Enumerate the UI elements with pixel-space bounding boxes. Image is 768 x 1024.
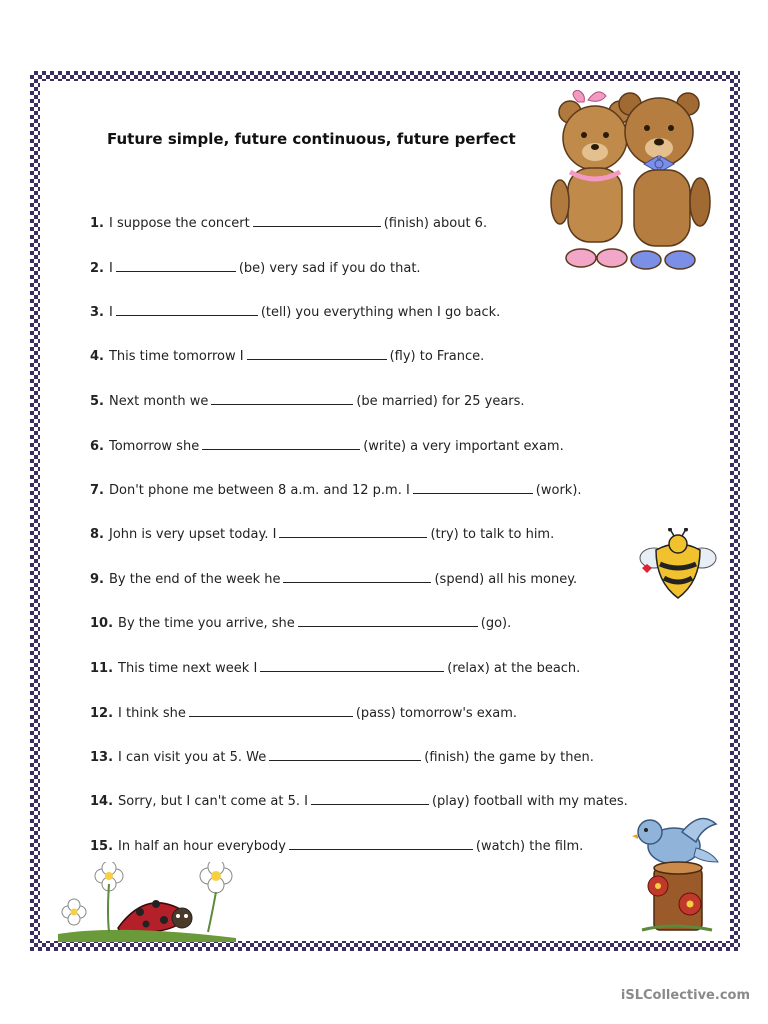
answer-blank[interactable]	[283, 569, 431, 583]
exercise-text-after: (be married) for 25 years.	[356, 394, 525, 409]
answer-blank[interactable]	[311, 791, 429, 805]
exercise-item	[90, 569, 577, 587]
answer-blank[interactable]	[116, 258, 236, 272]
exercise-text-before: I think she	[118, 706, 186, 721]
ladybug-flowers-illustration	[58, 862, 236, 942]
bee-illustration	[638, 528, 718, 602]
bird-on-stump-illustration	[632, 808, 720, 936]
exercise-number: 14.	[90, 794, 114, 809]
exercise-text-after: (work).	[535, 483, 582, 498]
exercise-text-before: I can visit you at 5. We	[118, 750, 267, 765]
exercise-text-after: (tell) you everything when I go back.	[260, 305, 501, 320]
exercise-number: 11.	[90, 661, 114, 676]
exercise-text-before: Sorry, but I can't come at 5. I	[118, 794, 308, 809]
exercise-number: 9.	[90, 572, 104, 587]
exercise-number: 5.	[90, 394, 104, 409]
exercise-item	[90, 480, 582, 498]
answer-blank[interactable]	[247, 346, 387, 360]
answer-blank[interactable]	[413, 480, 533, 494]
exercise-text-before: By the end of the week he	[108, 572, 281, 587]
exercise-item	[90, 747, 594, 765]
exercise-number: 7.	[90, 483, 104, 498]
answer-blank[interactable]	[202, 436, 360, 450]
exercise-text-after: (be) very sad if you do that.	[238, 261, 421, 276]
exercise-text-after: (try) to talk to him.	[430, 527, 555, 542]
exercise-text-after: (fly) to France.	[389, 349, 485, 364]
exercise-item	[90, 836, 583, 854]
exercise-number: 6.	[90, 439, 104, 454]
exercise-text-before: This time next week I	[118, 661, 258, 676]
answer-blank[interactable]	[253, 213, 381, 227]
exercise-text-after: (spend) all his money.	[434, 572, 578, 587]
exercise-text-after: (pass) tomorrow's exam.	[355, 706, 518, 721]
exercise-item	[90, 613, 511, 631]
exercise-text-before: Tomorrow she	[108, 439, 200, 454]
answer-blank[interactable]	[211, 391, 353, 405]
exercise-text-before: Don't phone me between 8 a.m. and 12 p.m. I	[108, 483, 410, 498]
exercise-text-after: (watch) the film.	[475, 839, 584, 854]
exercise-number: 13.	[90, 750, 114, 765]
exercise-text-after: (relax) at the beach.	[447, 661, 581, 676]
answer-blank[interactable]	[298, 613, 478, 627]
exercise-item	[90, 213, 487, 231]
exercise-item	[90, 258, 421, 276]
answer-blank[interactable]	[279, 524, 427, 538]
exercise-number: 4.	[90, 349, 104, 364]
exercise-text-before: I	[108, 305, 113, 320]
exercise-number: 8.	[90, 527, 104, 542]
exercise-item	[90, 524, 554, 542]
teddy-bears-illustration	[548, 90, 718, 275]
answer-blank[interactable]	[289, 836, 473, 850]
exercise-number: 3.	[90, 305, 104, 320]
exercise-item	[90, 791, 628, 809]
answer-blank[interactable]	[260, 658, 444, 672]
watermark: iSLCollective.com	[620, 988, 750, 1003]
exercise-text-after: (finish) about 6.	[383, 216, 488, 231]
exercise-text-before: In half an hour everybody	[118, 839, 286, 854]
exercise-number: 1.	[90, 216, 104, 231]
answer-blank[interactable]	[269, 747, 421, 761]
exercise-item	[90, 346, 484, 364]
exercise-text-before: I suppose the concert	[108, 216, 250, 231]
exercise-item	[90, 658, 580, 676]
exercise-text-after: (finish) the game by then.	[424, 750, 594, 765]
exercise-number: 15.	[90, 839, 114, 854]
exercise-text-before: John is very upset today. I	[108, 527, 277, 542]
exercise-item	[90, 436, 564, 454]
exercise-text-before: I	[108, 261, 113, 276]
exercise-number: 10.	[90, 616, 114, 631]
exercise-text-after: (play) football with my mates.	[431, 794, 628, 809]
exercise-text-after: (go).	[480, 616, 512, 631]
exercise-text-before: By the time you arrive, she	[118, 616, 295, 631]
worksheet-title: Future simple, future continuous, future perfect	[107, 130, 516, 148]
exercise-text-before: Next month we	[108, 394, 209, 409]
exercise-item	[90, 703, 517, 721]
exercise-number: 2.	[90, 261, 104, 276]
exercise-number: 12.	[90, 706, 114, 721]
exercise-text-before: This time tomorrow I	[108, 349, 244, 364]
exercise-item	[90, 391, 525, 409]
answer-blank[interactable]	[189, 703, 353, 717]
answer-blank[interactable]	[116, 302, 258, 316]
exercise-text-after: (write) a very important exam.	[363, 439, 564, 454]
exercise-item	[90, 302, 500, 320]
